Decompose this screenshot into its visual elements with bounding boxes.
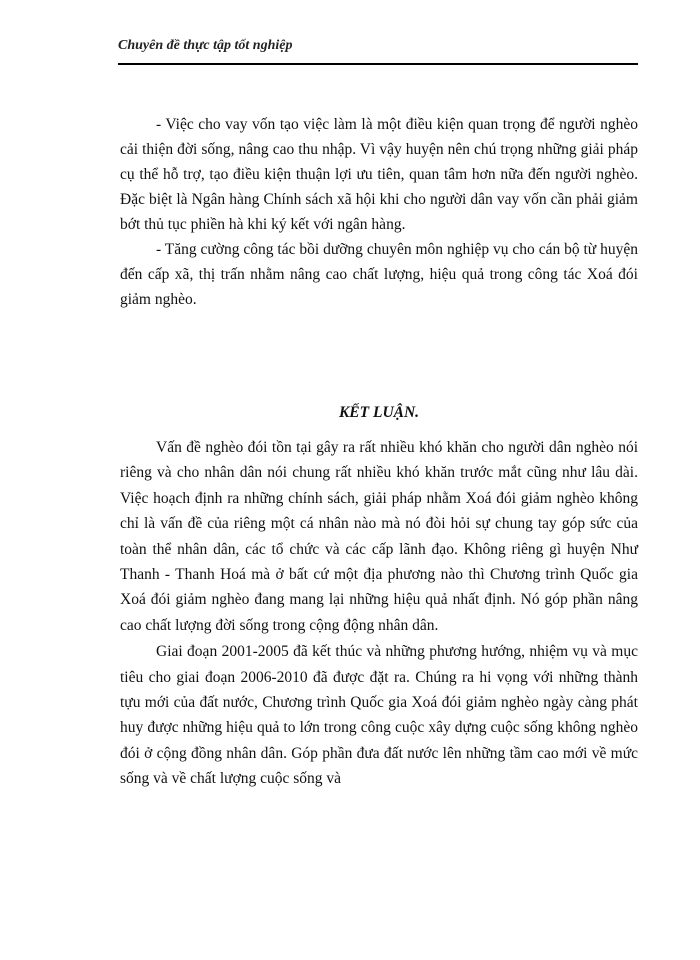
conclusion-section bbox=[120, 435, 638, 792]
recommendations-section bbox=[120, 112, 638, 312]
header-title: Chuyên đề thực tập tốt nghiệp bbox=[118, 38, 293, 53]
recommendation-paragraph: - Tăng cường công tác bồi dưỡng chuyên môn nghiệp vụ cho cán bộ từ huyện đến cấp xã, thị trấn nhằm nâng cao chất lượng, hiệu quả trong công tác Xoá đói giảm nghèo. bbox=[120, 241, 638, 308]
conclusion-paragraph: Vấn đề nghèo đói tồn tại gây ra rất nhiều khó khăn cho người dân nghèo nói riêng và cho nhân dân nói chung rất nhiều khó khăn trước mắt cũng như lâu dài. Việc hoạch định ra những chính sách, giải pháp nhằm Xoá đói giảm nghèo không chỉ là vấn đề của riêng một cá nhân nào mà nó đòi hỏi sự chung tay góp sức của toàn thể nhân dân, các tổ chức và các cấp lãnh đạo. Không riêng gì huyện Như Thanh - Thanh Hoá mà ở bất cứ một địa phương nào thì Chương trình Quốc gia Xoá đói giảm nghèo đang mang lại những hiệu quả nhất định. Nó góp phần nâng cao chất lượng đời sống trong cộng động nhân dân. bbox=[120, 439, 638, 634]
header-rule bbox=[118, 63, 638, 65]
recommendation-paragraph: - Việc cho vay vốn tạo việc làm là một điều kiện quan trọng để người nghèo cải thiện đời sống, nâng cao thu nhập. Vì vậy huyện nên chú trọng những giải pháp cụ thể hỗ trợ, tạo điều kiện thuận lợi ưu tiên, quan tâm hơn nữa đến người nghèo. Đặc biệt là Ngân hàng Chính sách xã hội khi cho người dân vay vốn cần phải giảm bớt thủ tục phiền hà khi ký kết với ngân hàng. bbox=[120, 116, 638, 233]
conclusion-paragraph: Giai đoạn 2001-2005 đã kết thúc và những phương hướng, nhiệm vụ và mục tiêu cho giai đoạn 2006-2010 đã được đặt ra. Chúng ra hi vọng với những thành tựu mới của đất nước, Chương trình Quốc gia Xoá đói giảm nghèo ngày càng phát huy được những hiệu quả to lớn trong công cuộc xây dựng cuộc sống không nghèo đói ở cộng đồng nhân dân. Góp phần đưa đất nước lên những tầm cao mới về mức sống và về chất lượng cuộc sống và bbox=[120, 643, 638, 788]
conclusion-heading: KẾT LUẬN. bbox=[338, 404, 420, 421]
page-header bbox=[118, 38, 638, 60]
